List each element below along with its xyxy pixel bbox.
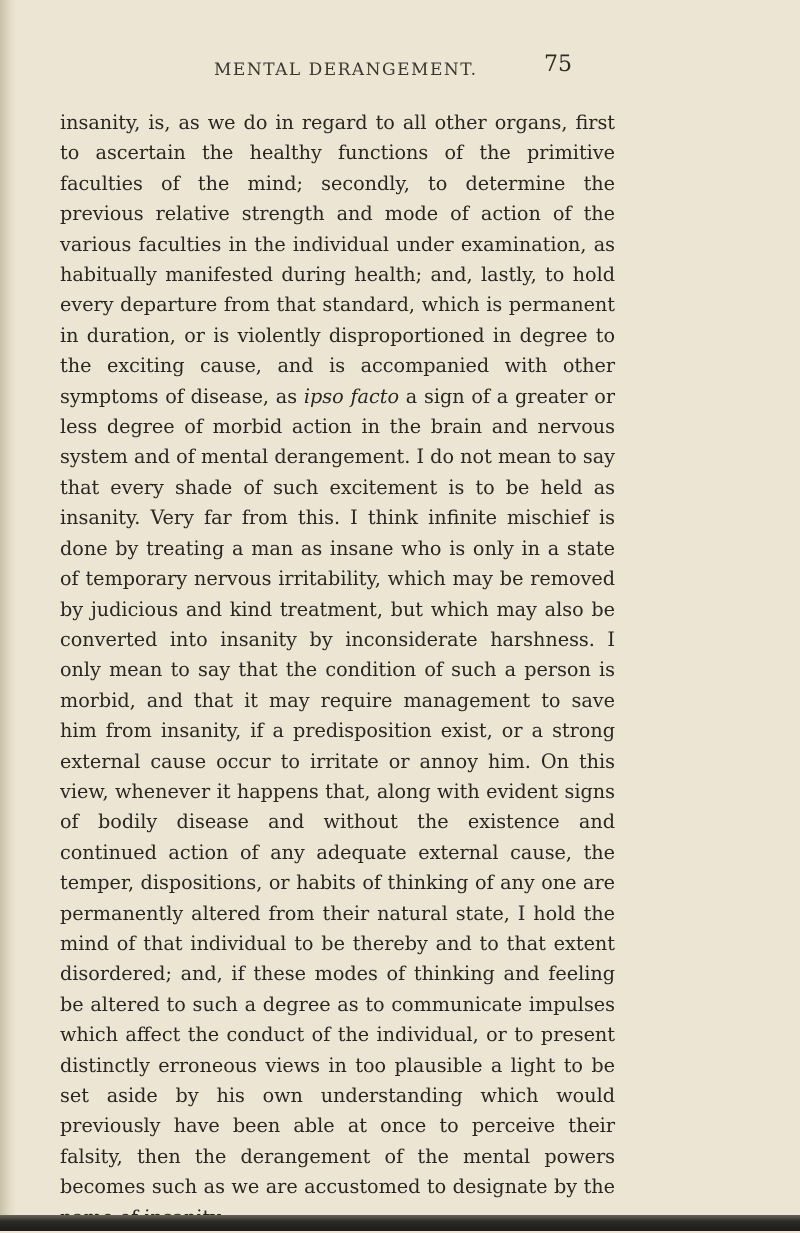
running-title: MENTAL DERANGEMENT. [214,60,478,80]
body-paragraph [60,108,615,1233]
page-gutter-shadow [0,0,16,1231]
running-head [60,50,640,86]
paragraph-text-after-italic: a sign of a greater or less degree of morbid action in the brain and nervous system and of mental derangement. I do not mean to say that every shade of such excitement is to be held as insanity. Very far from this. I think infinite mischief is done by treating a man as insane who is only in a state of temporary nervous irritability, which may be removed by judicious and kind treatment, but which may also be converted into insanity by inconsiderate harshness. I only mean to say that the condition of such a person is morbid, and that it may require management to save him from insanity, if a predisposition exist, or a strong external cause occur to irritate or annoy him. On this view, whenever it happens that, along with evident signs of bodily disease and without the existence and continued action of any adequate external cause, the temper, dispositions, or habits of thinking of any one are permanently altered from their natural state, I hold the mind of that individual to be thereby and to that extent disordered; and, if these modes of thinking and feeling be altered to such a degree as to communicate impulses which affect the conduct of the individual, or to present distinctly erroneous views in too plausible a light to be set aside by his own understanding which would previously have been able at once to perceive their falsity, then the derangement of the mental powers becomes such as we are accustomed to designate by the [60,384,615,1199]
italic-phrase: ipso facto [303,384,399,408]
page-bottom-edge [0,1215,800,1231]
page-number: 75 [544,52,572,77]
paragraph-text-before-italic: insanity, is, as we do in regard to all other organs, first to ascertain the healthy functions of the primitive faculties of the mind; secondly, to determine the previous relative strength and mode of action of the various faculties in the individual under examination, as habitually manifested during health; and, lastly, to hold every departure from that standard, which is permanent in duration, or is violently disproportioned in degree to the exciting cause, and is accompanied with other symptoms of disease, as [60,111,615,408]
book-page [60,50,640,1199]
